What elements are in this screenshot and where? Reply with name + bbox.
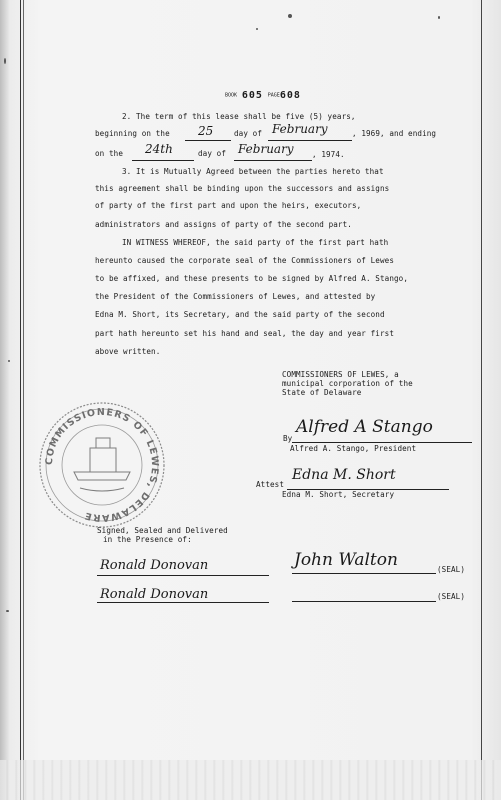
president-signature-line: [292, 442, 472, 443]
witness-line-5: Edna M. Short, its Secretary, and the said party of the second: [95, 310, 385, 319]
paragraph-2-end-day-of-label: day of: [198, 149, 227, 158]
paragraph-2-line-1: 2. The term of this lease shall be five (5) years,: [122, 112, 356, 121]
witness-signature-line-1: [97, 575, 269, 576]
right-margin-rule: [481, 0, 482, 800]
end-day-handwritten: 24th: [145, 142, 173, 156]
witness-line-3: to be affixed, and these presents to be signed by Alfred A. Stango,: [95, 274, 409, 283]
witness-signature-1: Ronald Donovan: [100, 558, 209, 573]
scan-speck: [256, 28, 258, 30]
left-margin-rule: [20, 0, 21, 800]
witness-line-7: above written.: [95, 347, 161, 356]
commissioners-line-1: COMMISSIONERS OF LEWES, a: [282, 370, 399, 379]
scan-speck: [4, 58, 6, 64]
witness-line-2: hereunto caused the corporate seal of the Commissioners of Lewes: [95, 256, 394, 265]
book-number: 605: [241, 90, 263, 101]
second-seal-signature-line: [292, 601, 436, 602]
end-month-handwritten: February: [238, 142, 294, 156]
paragraph-3-line-1: 3. It is Mutually Agreed between the parties hereto that: [122, 167, 384, 176]
president-caption: Alfred A. Stango, President: [290, 444, 417, 453]
commissioners-line-3: State of Delaware: [282, 388, 362, 397]
start-month-handwritten: February: [272, 122, 328, 136]
paragraph-2-ending-label: on the: [95, 149, 124, 158]
book-page-stamp: [225, 90, 301, 101]
start-day-blank: [185, 140, 231, 141]
left-margin-rule-inner: [23, 0, 24, 800]
witness-signature-2: Ronald Donovan: [100, 587, 209, 602]
scan-speck: [288, 14, 292, 18]
scan-speck: [8, 360, 10, 362]
party-signature: John Walton: [294, 550, 398, 570]
witness-line-4: the President of the Commissioners of Lewes, and attested by: [95, 292, 376, 301]
signed-line-1: Signed, Sealed and Delivered: [97, 526, 228, 535]
commissioners-line-2: municipal corporation of the: [282, 379, 413, 388]
scan-noise-band: [0, 760, 501, 800]
witness-line-1: IN WITNESS WHEREOF, the said party of the first part hath: [122, 238, 389, 247]
paragraph-3-line-4: administrators and assigns of party of the second part.: [95, 220, 352, 229]
scan-speck: [6, 610, 9, 612]
paragraph-3-line-2: this agreement shall be binding upon the successors and assigns: [95, 184, 390, 193]
page-number: 608: [279, 90, 301, 101]
seal-label-1: (SEAL): [437, 565, 466, 574]
president-signature: Alfred A Stango: [296, 417, 433, 437]
corporate-seal-graphic: [30, 398, 175, 533]
paragraph-2-end-year: , 1974.: [312, 150, 345, 159]
paragraph-2-day-of-label: day of: [234, 129, 263, 138]
start-month-blank: [268, 140, 352, 141]
paragraph-2-beginning-label: beginning on the: [95, 129, 170, 138]
paragraph-2-start-year: , 1969, and ending: [352, 129, 437, 138]
paragraph-3-line-3: of party of the first part and upon the heirs, executors,: [95, 201, 362, 210]
page-label: PAGE: [267, 92, 280, 99]
secretary-caption: Edna M. Short, Secretary: [282, 490, 395, 499]
signed-line-2: in the Presence of:: [103, 535, 192, 544]
scan-speck: [438, 16, 440, 19]
witness-signature-line-2: [97, 602, 269, 603]
seal-label-2: (SEAL): [437, 592, 466, 601]
start-day-handwritten: 25: [198, 124, 214, 138]
end-month-blank: [234, 160, 312, 161]
party-signature-line: [292, 573, 436, 574]
seal-ring-text: COMMISSIONERS OF LEWES, DELAWARE: [43, 406, 161, 524]
secretary-signature: Edna M. Short: [292, 467, 396, 483]
witness-line-6: part hath hereunto set his hand and seal, the day and year first: [95, 329, 394, 338]
attest-label: Attest: [256, 480, 285, 489]
corporate-seal: [30, 398, 175, 533]
by-label: By: [283, 434, 293, 443]
book-label: BOOK: [225, 92, 238, 99]
end-day-blank: [132, 160, 194, 161]
